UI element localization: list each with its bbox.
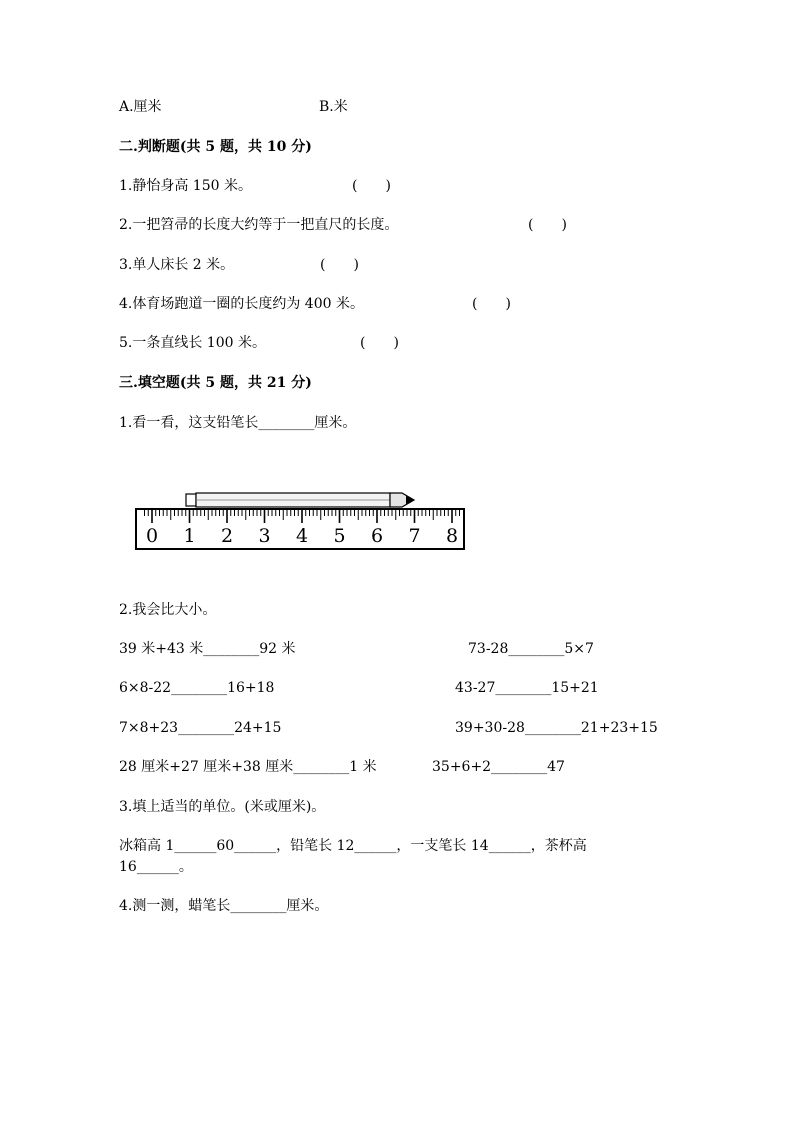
fill-q3-line2: 16______。 [119,859,193,875]
section2-heading: 二.判断题(共 5 题，共 10 分) [119,139,312,155]
ruler-number: 3 [258,525,271,547]
option-a: A.厘米 [119,99,162,115]
compare-1: 39 米+43 米________92 米 [119,641,296,657]
pencil-icon [186,493,414,507]
compare-2: 73-28________5×7 [468,641,594,657]
ruler-number: 4 [295,525,309,547]
compare-3: 6×8-22________16+18 [119,680,275,696]
compare-6: 39+30-28________21+23+15 [455,720,658,736]
ruler-number: 0 [145,525,159,547]
compare-7: 28 厘米+27 厘米+38 厘米________1 米 [119,759,377,775]
judge-item-4: 4.体育场跑道一圈的长度约为 400 米。 [119,296,364,312]
judge-paren-4[interactable]: ( ) [472,296,511,312]
fill-q2: 2.我会比大小。 [119,602,217,618]
judge-paren-2[interactable]: ( ) [528,217,567,233]
compare-8: 35+6+2________47 [432,759,565,775]
ruler-number: 7 [408,525,421,547]
compare-5: 7×8+23________24+15 [119,720,282,736]
judge-paren-5[interactable]: ( ) [360,335,399,351]
ruler-number: 2 [220,525,234,547]
ruler-number: 5 [333,525,346,547]
fill-q3: 3.填上适当的单位。(米或厘米)。 [119,799,326,815]
compare-4: 43-27________15+21 [455,680,599,696]
section3-heading: 三.填空题(共 5 题，共 21 分) [119,375,312,391]
fill-q4: 4.测一测，蜡笔长________厘米。 [119,898,329,914]
fill-q3-line1: 冰箱高 1______60______，铅笔长 12______，一支笔长 14______，茶杯高 [119,838,587,854]
judge-item-1: 1.静怡身高 150 米。 [119,178,252,194]
option-b: B.米 [319,99,348,115]
judge-paren-1[interactable]: ( ) [352,178,391,194]
ruler-number: 6 [370,525,384,547]
ruler-number: 8 [445,525,459,547]
pencil-ruler-figure [130,486,475,556]
judge-item-3: 3.单人床长 2 米。 [119,257,235,273]
judge-item-2: 2.一把笤帚的长度大约等于一把直尺的长度。 [119,217,399,233]
judge-item-5: 5.一条直线长 100 米。 [119,335,266,351]
fill-q1: 1.看一看，这支铅笔长________厘米。 [119,415,357,431]
ruler-number: 1 [183,525,196,547]
judge-paren-3[interactable]: ( ) [320,257,359,273]
